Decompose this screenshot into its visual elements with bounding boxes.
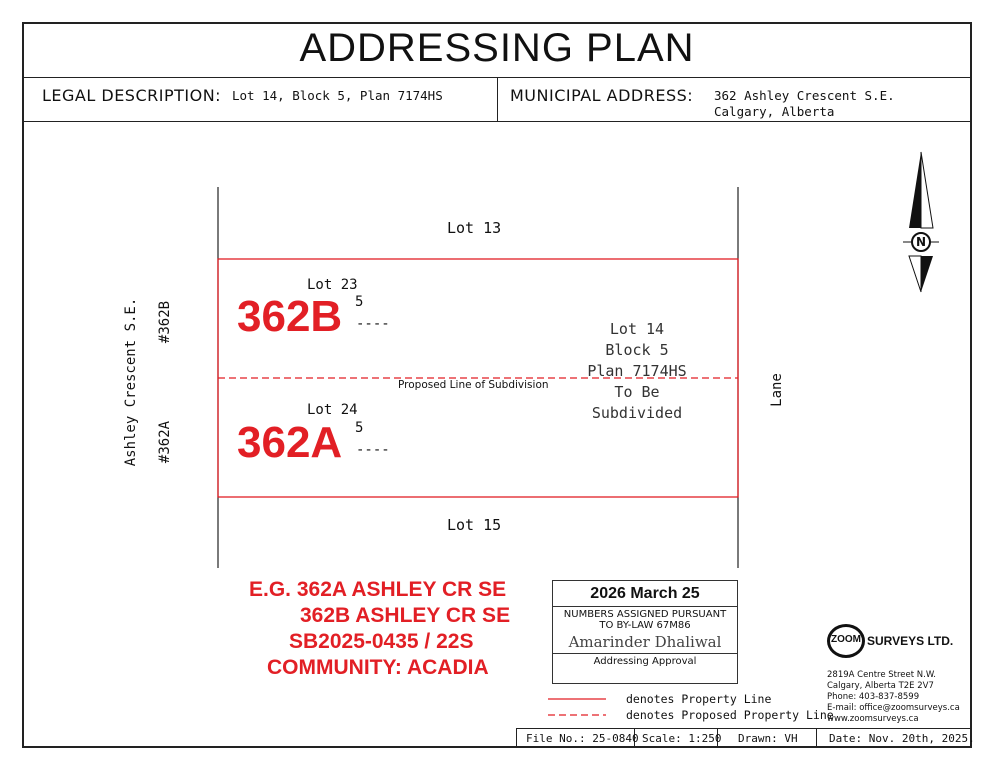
dash-362a: ---- bbox=[356, 442, 390, 458]
company-logo bbox=[827, 622, 967, 662]
block-number-362b: 5 bbox=[355, 294, 364, 310]
company-website: www.zoomsurveys.ca bbox=[827, 714, 919, 724]
lot-13-label: Lot 13 bbox=[447, 219, 502, 237]
approval-divider-2 bbox=[553, 653, 737, 654]
proposed-line-label: Proposed Line of Subdivision bbox=[398, 379, 549, 391]
legend-property-label: denotes Property Line bbox=[626, 692, 772, 706]
company-address bbox=[827, 670, 960, 725]
example-line-3: SB2025-0435 / 22S bbox=[289, 630, 474, 653]
example-line-4: COMMUNITY: ACADIA bbox=[267, 656, 489, 679]
municipal-address-line1: 362 Ashley Crescent S.E. bbox=[714, 88, 895, 103]
company-email: E-mail: office@zoomsurveys.ca bbox=[827, 703, 960, 713]
example-line-2: 362B ASHLEY CR SE bbox=[300, 604, 511, 627]
address-362b: 362B bbox=[237, 292, 343, 341]
lot-14-tobe-line: To Be bbox=[614, 383, 660, 401]
lot-14-block-line: Block 5 bbox=[605, 341, 669, 359]
footer-date: Date: Nov. 20th, 2025. bbox=[829, 732, 975, 745]
approval-stamp bbox=[552, 580, 738, 684]
street-name-label: Ashley Crescent S.E. bbox=[123, 297, 139, 467]
footer-scale: Scale: 1:250 bbox=[642, 732, 722, 745]
footer-divider-3 bbox=[816, 728, 817, 748]
lot-24-label: Lot 24 bbox=[307, 402, 358, 418]
footer-file-number: File No.: 25-0840 bbox=[526, 732, 639, 745]
block-number-362a: 5 bbox=[355, 420, 364, 436]
lot-14-plan-line: Plan 7174HS bbox=[587, 362, 687, 380]
approval-role: Addressing Approval bbox=[593, 656, 697, 667]
legal-description-label: LEGAL DESCRIPTION: bbox=[42, 86, 222, 105]
dash-362b: ---- bbox=[356, 316, 390, 332]
approval-signer: Amarinder Dhaliwal bbox=[568, 633, 722, 651]
company-name: SURVEYS LTD. bbox=[867, 634, 954, 648]
approval-date: 2026 March 25 bbox=[590, 585, 700, 602]
street-address-362b: #362B bbox=[157, 300, 173, 344]
lot-14-subdivided-line: Subdivided bbox=[591, 404, 683, 422]
company-address-1: 2819A Centre Street N.W. bbox=[827, 670, 936, 680]
page-title: ADDRESSING PLAN bbox=[299, 26, 695, 70]
municipal-address-line2: Calgary, Alberta bbox=[714, 104, 835, 119]
street-address-362a: #362A bbox=[157, 420, 173, 464]
legend-proposed-label: denotes Proposed Property Line bbox=[626, 708, 834, 722]
municipal-address-label: MUNICIPAL ADDRESS: bbox=[510, 86, 694, 105]
zoom-logo-text: ZOOM bbox=[831, 634, 861, 645]
footer-drawn-by: Drawn: VH bbox=[738, 732, 798, 745]
example-line-1: E.G. 362A ASHLEY CR SE bbox=[249, 578, 507, 601]
approval-text-1: NUMBERS ASSIGNED PURSUANT bbox=[563, 609, 727, 620]
approval-divider bbox=[553, 606, 737, 607]
legal-description-value: Lot 14, Block 5, Plan 7174HS bbox=[232, 88, 443, 103]
lot-14-line: Lot 14 bbox=[609, 320, 665, 338]
address-362a: 362A bbox=[237, 418, 343, 467]
lane-label: Lane bbox=[769, 373, 785, 407]
approval-text-2: TO BY-LAW 67M86 bbox=[599, 620, 691, 631]
north-arrow-icon bbox=[903, 152, 939, 292]
lot-14-description bbox=[560, 319, 714, 424]
north-arrow-label: N bbox=[916, 235, 927, 249]
lot-23-label: Lot 23 bbox=[307, 277, 358, 293]
company-phone: Phone: 403-837-8599 bbox=[827, 692, 920, 702]
lot-15-label: Lot 15 bbox=[447, 516, 502, 534]
company-address-2: Calgary, Alberta T2E 2V7 bbox=[827, 681, 934, 691]
